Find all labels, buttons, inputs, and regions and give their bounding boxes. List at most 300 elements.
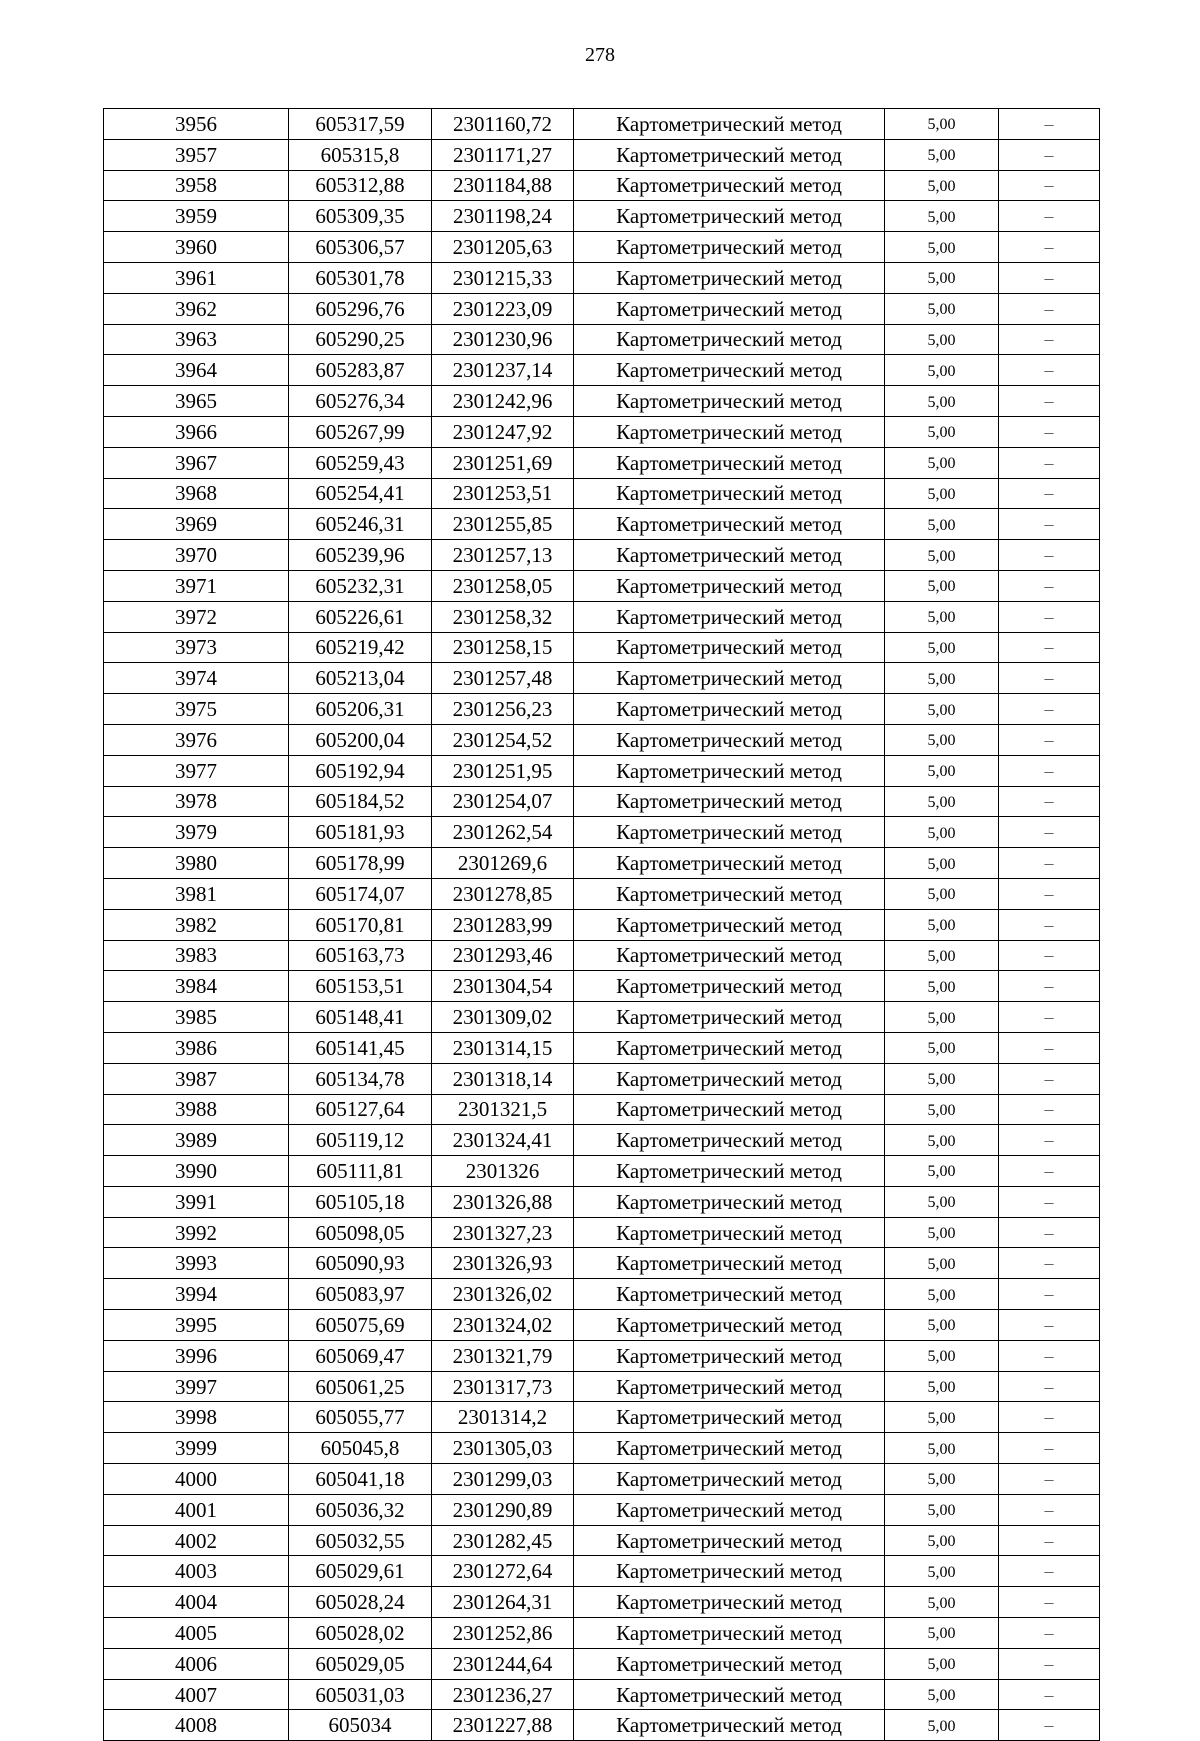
point-number-cell: 3974 [104, 663, 289, 694]
y-coordinate-cell: 2301256,23 [432, 694, 574, 725]
table-row [104, 1125, 1100, 1156]
note-cell: – [999, 1710, 1100, 1741]
table-row [104, 786, 1100, 817]
table-row [104, 755, 1100, 786]
method-cell: Картометрический метод [574, 1402, 885, 1433]
x-coordinate-cell: 605075,69 [289, 1310, 432, 1341]
y-coordinate-cell: 2301269,6 [432, 848, 574, 879]
note-cell: – [999, 817, 1100, 848]
point-number-cell: 3959 [104, 201, 289, 232]
method-cell: Картометрический метод [574, 1556, 885, 1587]
table-row [104, 447, 1100, 478]
point-number-cell: 3957 [104, 139, 289, 170]
x-coordinate-cell: 605290,25 [289, 324, 432, 355]
y-coordinate-cell: 2301255,85 [432, 509, 574, 540]
table-row [104, 139, 1100, 170]
table-row [104, 1618, 1100, 1649]
accuracy-cell: 5,00 [885, 1310, 999, 1341]
accuracy-cell: 5,00 [885, 1402, 999, 1433]
table-row [104, 324, 1100, 355]
table-row [104, 1494, 1100, 1525]
table-row [104, 1710, 1100, 1741]
method-cell: Картометрический метод [574, 1464, 885, 1495]
method-cell: Картометрический метод [574, 1679, 885, 1710]
accuracy-cell: 5,00 [885, 1710, 999, 1741]
note-cell: – [999, 1433, 1100, 1464]
accuracy-cell: 5,00 [885, 1494, 999, 1525]
method-cell: Картометрический метод [574, 1648, 885, 1679]
point-number-cell: 3994 [104, 1279, 289, 1310]
note-cell: – [999, 1186, 1100, 1217]
y-coordinate-cell: 2301309,02 [432, 1002, 574, 1033]
point-number-cell: 3963 [104, 324, 289, 355]
accuracy-cell: 5,00 [885, 1340, 999, 1371]
accuracy-cell: 5,00 [885, 1679, 999, 1710]
x-coordinate-cell: 605134,78 [289, 1063, 432, 1094]
table-row [104, 1556, 1100, 1587]
point-number-cell: 4004 [104, 1587, 289, 1618]
point-number-cell: 4005 [104, 1618, 289, 1649]
accuracy-cell: 5,00 [885, 1525, 999, 1556]
accuracy-cell: 5,00 [885, 386, 999, 417]
note-cell: – [999, 848, 1100, 879]
method-cell: Картометрический метод [574, 663, 885, 694]
accuracy-cell: 5,00 [885, 817, 999, 848]
y-coordinate-cell: 2301272,64 [432, 1556, 574, 1587]
accuracy-cell: 5,00 [885, 324, 999, 355]
method-cell: Картометрический метод [574, 1217, 885, 1248]
note-cell: – [999, 201, 1100, 232]
y-coordinate-cell: 2301254,07 [432, 786, 574, 817]
table-row [104, 632, 1100, 663]
x-coordinate-cell: 605090,93 [289, 1248, 432, 1279]
accuracy-cell: 5,00 [885, 447, 999, 478]
point-number-cell: 3983 [104, 940, 289, 971]
y-coordinate-cell: 2301251,95 [432, 755, 574, 786]
table-row [104, 201, 1100, 232]
table-row [104, 1371, 1100, 1402]
note-cell: – [999, 293, 1100, 324]
note-cell: – [999, 355, 1100, 386]
x-coordinate-cell: 605170,81 [289, 909, 432, 940]
y-coordinate-cell: 2301317,73 [432, 1371, 574, 1402]
note-cell: – [999, 1618, 1100, 1649]
point-number-cell: 3956 [104, 109, 289, 140]
accuracy-cell: 5,00 [885, 262, 999, 293]
accuracy-cell: 5,00 [885, 971, 999, 1002]
method-cell: Картометрический метод [574, 170, 885, 201]
note-cell: – [999, 478, 1100, 509]
point-number-cell: 4000 [104, 1464, 289, 1495]
y-coordinate-cell: 2301258,15 [432, 632, 574, 663]
method-cell: Картометрический метод [574, 324, 885, 355]
table-row [104, 848, 1100, 879]
table-row [104, 540, 1100, 571]
y-coordinate-cell: 2301227,88 [432, 1710, 574, 1741]
y-coordinate-cell: 2301304,54 [432, 971, 574, 1002]
y-coordinate-cell: 2301230,96 [432, 324, 574, 355]
note-cell: – [999, 139, 1100, 170]
note-cell: – [999, 1248, 1100, 1279]
note-cell: – [999, 632, 1100, 663]
y-coordinate-cell: 2301321,79 [432, 1340, 574, 1371]
point-number-cell: 3977 [104, 755, 289, 786]
note-cell: – [999, 447, 1100, 478]
y-coordinate-cell: 2301314,15 [432, 1032, 574, 1063]
accuracy-cell: 5,00 [885, 724, 999, 755]
y-coordinate-cell: 2301262,54 [432, 817, 574, 848]
note-cell: – [999, 540, 1100, 571]
point-number-cell: 3995 [104, 1310, 289, 1341]
note-cell: – [999, 601, 1100, 632]
x-coordinate-cell: 605061,25 [289, 1371, 432, 1402]
x-coordinate-cell: 605254,41 [289, 478, 432, 509]
y-coordinate-cell: 2301321,5 [432, 1094, 574, 1125]
y-coordinate-cell: 2301314,2 [432, 1402, 574, 1433]
method-cell: Картометрический метод [574, 848, 885, 879]
accuracy-cell: 5,00 [885, 694, 999, 725]
note-cell: – [999, 1125, 1100, 1156]
x-coordinate-cell: 605213,04 [289, 663, 432, 694]
note-cell: – [999, 1464, 1100, 1495]
note-cell: – [999, 1217, 1100, 1248]
x-coordinate-cell: 605181,93 [289, 817, 432, 848]
note-cell: – [999, 1556, 1100, 1587]
method-cell: Картометрический метод [574, 786, 885, 817]
table-row [104, 1648, 1100, 1679]
x-coordinate-cell: 605301,78 [289, 262, 432, 293]
x-coordinate-cell: 605028,02 [289, 1618, 432, 1649]
table-row [104, 1525, 1100, 1556]
method-cell: Картометрический метод [574, 509, 885, 540]
note-cell: – [999, 1679, 1100, 1710]
table-row [104, 1587, 1100, 1618]
accuracy-cell: 5,00 [885, 632, 999, 663]
point-number-cell: 3996 [104, 1340, 289, 1371]
x-coordinate-cell: 605031,03 [289, 1679, 432, 1710]
note-cell: – [999, 786, 1100, 817]
note-cell: – [999, 1648, 1100, 1679]
accuracy-cell: 5,00 [885, 416, 999, 447]
x-coordinate-cell: 605315,8 [289, 139, 432, 170]
point-number-cell: 3988 [104, 1094, 289, 1125]
method-cell: Картометрический метод [574, 1494, 885, 1525]
point-number-cell: 3967 [104, 447, 289, 478]
method-cell: Картометрический метод [574, 724, 885, 755]
y-coordinate-cell: 2301251,69 [432, 447, 574, 478]
point-number-cell: 3993 [104, 1248, 289, 1279]
note-cell: – [999, 1279, 1100, 1310]
point-number-cell: 4002 [104, 1525, 289, 1556]
table-row [104, 109, 1100, 140]
note-cell: – [999, 416, 1100, 447]
point-number-cell: 3969 [104, 509, 289, 540]
table-row [104, 293, 1100, 324]
accuracy-cell: 5,00 [885, 1248, 999, 1279]
point-number-cell: 3972 [104, 601, 289, 632]
method-cell: Картометрический метод [574, 601, 885, 632]
x-coordinate-cell: 605127,64 [289, 1094, 432, 1125]
x-coordinate-cell: 605148,41 [289, 1002, 432, 1033]
method-cell: Картометрический метод [574, 817, 885, 848]
y-coordinate-cell: 2301264,31 [432, 1587, 574, 1618]
note-cell: – [999, 663, 1100, 694]
y-coordinate-cell: 2301326,93 [432, 1248, 574, 1279]
table-row [104, 1464, 1100, 1495]
x-coordinate-cell: 605036,32 [289, 1494, 432, 1525]
y-coordinate-cell: 2301160,72 [432, 109, 574, 140]
accuracy-cell: 5,00 [885, 293, 999, 324]
point-number-cell: 3989 [104, 1125, 289, 1156]
table-row [104, 570, 1100, 601]
x-coordinate-cell: 605276,34 [289, 386, 432, 417]
table-row [104, 878, 1100, 909]
y-coordinate-cell: 2301223,09 [432, 293, 574, 324]
table-row [104, 232, 1100, 263]
point-number-cell: 3965 [104, 386, 289, 417]
method-cell: Картометрический метод [574, 355, 885, 386]
note-cell: – [999, 1310, 1100, 1341]
method-cell: Картометрический метод [574, 694, 885, 725]
x-coordinate-cell: 605141,45 [289, 1032, 432, 1063]
method-cell: Картометрический метод [574, 386, 885, 417]
note-cell: – [999, 1525, 1100, 1556]
method-cell: Картометрический метод [574, 232, 885, 263]
point-number-cell: 3987 [104, 1063, 289, 1094]
point-number-cell: 3986 [104, 1032, 289, 1063]
point-number-cell: 3992 [104, 1217, 289, 1248]
page-number: 278 [585, 44, 615, 66]
accuracy-cell: 5,00 [885, 878, 999, 909]
accuracy-cell: 5,00 [885, 1156, 999, 1187]
accuracy-cell: 5,00 [885, 201, 999, 232]
accuracy-cell: 5,00 [885, 786, 999, 817]
table-row [104, 694, 1100, 725]
x-coordinate-cell: 605174,07 [289, 878, 432, 909]
point-number-cell: 4006 [104, 1648, 289, 1679]
note-cell: – [999, 509, 1100, 540]
y-coordinate-cell: 2301293,46 [432, 940, 574, 971]
y-coordinate-cell: 2301324,41 [432, 1125, 574, 1156]
note-cell: – [999, 1063, 1100, 1094]
table-row [104, 909, 1100, 940]
x-coordinate-cell: 605312,88 [289, 170, 432, 201]
note-cell: – [999, 724, 1100, 755]
method-cell: Картометрический метод [574, 755, 885, 786]
accuracy-cell: 5,00 [885, 1002, 999, 1033]
x-coordinate-cell: 605296,76 [289, 293, 432, 324]
method-cell: Картометрический метод [574, 1248, 885, 1279]
table-row [104, 1217, 1100, 1248]
point-number-cell: 3961 [104, 262, 289, 293]
method-cell: Картометрический метод [574, 1310, 885, 1341]
accuracy-cell: 5,00 [885, 1648, 999, 1679]
table-row [104, 509, 1100, 540]
method-cell: Картометрический метод [574, 1710, 885, 1741]
point-number-cell: 3975 [104, 694, 289, 725]
y-coordinate-cell: 2301283,99 [432, 909, 574, 940]
point-number-cell: 3981 [104, 878, 289, 909]
note-cell: – [999, 909, 1100, 940]
accuracy-cell: 5,00 [885, 509, 999, 540]
method-cell: Картометрический метод [574, 1125, 885, 1156]
point-number-cell: 4007 [104, 1679, 289, 1710]
point-number-cell: 3962 [104, 293, 289, 324]
x-coordinate-cell: 605032,55 [289, 1525, 432, 1556]
point-number-cell: 3999 [104, 1433, 289, 1464]
x-coordinate-cell: 605267,99 [289, 416, 432, 447]
point-number-cell: 4003 [104, 1556, 289, 1587]
x-coordinate-cell: 605206,31 [289, 694, 432, 725]
x-coordinate-cell: 605200,04 [289, 724, 432, 755]
note-cell: – [999, 1371, 1100, 1402]
accuracy-cell: 5,00 [885, 1032, 999, 1063]
method-cell: Картометрический метод [574, 262, 885, 293]
table-row [104, 386, 1100, 417]
point-number-cell: 3973 [104, 632, 289, 663]
accuracy-cell: 5,00 [885, 1556, 999, 1587]
x-coordinate-cell: 605259,43 [289, 447, 432, 478]
y-coordinate-cell: 2301278,85 [432, 878, 574, 909]
note-cell: – [999, 1340, 1100, 1371]
x-coordinate-cell: 605283,87 [289, 355, 432, 386]
table-row [104, 1279, 1100, 1310]
accuracy-cell: 5,00 [885, 940, 999, 971]
table-row [104, 478, 1100, 509]
x-coordinate-cell: 605239,96 [289, 540, 432, 571]
note-cell: – [999, 324, 1100, 355]
y-coordinate-cell: 2301305,03 [432, 1433, 574, 1464]
table-row [104, 1002, 1100, 1033]
accuracy-cell: 5,00 [885, 355, 999, 386]
accuracy-cell: 5,00 [885, 663, 999, 694]
x-coordinate-cell: 605317,59 [289, 109, 432, 140]
table-row [104, 1156, 1100, 1187]
x-coordinate-cell: 605178,99 [289, 848, 432, 879]
table-row [104, 1402, 1100, 1433]
point-number-cell: 3976 [104, 724, 289, 755]
y-coordinate-cell: 2301318,14 [432, 1063, 574, 1094]
x-coordinate-cell: 605246,31 [289, 509, 432, 540]
accuracy-cell: 5,00 [885, 1618, 999, 1649]
method-cell: Картометрический метод [574, 1063, 885, 1094]
y-coordinate-cell: 2301326,88 [432, 1186, 574, 1217]
y-coordinate-cell: 2301257,13 [432, 540, 574, 571]
table-row [104, 170, 1100, 201]
note-cell: – [999, 940, 1100, 971]
y-coordinate-cell: 2301205,63 [432, 232, 574, 263]
point-number-cell: 3982 [104, 909, 289, 940]
table-row [104, 663, 1100, 694]
method-cell: Картометрический метод [574, 909, 885, 940]
y-coordinate-cell: 2301237,14 [432, 355, 574, 386]
y-coordinate-cell: 2301171,27 [432, 139, 574, 170]
x-coordinate-cell: 605029,05 [289, 1648, 432, 1679]
y-coordinate-cell: 2301215,33 [432, 262, 574, 293]
y-coordinate-cell: 2301326 [432, 1156, 574, 1187]
accuracy-cell: 5,00 [885, 1371, 999, 1402]
method-cell: Картометрический метод [574, 1094, 885, 1125]
table-row [104, 1310, 1100, 1341]
method-cell: Картометрический метод [574, 540, 885, 571]
y-coordinate-cell: 2301258,32 [432, 601, 574, 632]
accuracy-cell: 5,00 [885, 755, 999, 786]
point-number-cell: 3980 [104, 848, 289, 879]
table-row [104, 355, 1100, 386]
method-cell: Картометрический метод [574, 1587, 885, 1618]
y-coordinate-cell: 2301244,64 [432, 1648, 574, 1679]
point-number-cell: 3997 [104, 1371, 289, 1402]
table-row [104, 1433, 1100, 1464]
note-cell: – [999, 1094, 1100, 1125]
x-coordinate-cell: 605226,61 [289, 601, 432, 632]
x-coordinate-cell: 605232,31 [289, 570, 432, 601]
y-coordinate-cell: 2301254,52 [432, 724, 574, 755]
coordinates-table-body [104, 109, 1100, 1741]
x-coordinate-cell: 605055,77 [289, 1402, 432, 1433]
table-row [104, 940, 1100, 971]
table-row [104, 1063, 1100, 1094]
note-cell: – [999, 570, 1100, 601]
x-coordinate-cell: 605306,57 [289, 232, 432, 263]
accuracy-cell: 5,00 [885, 1587, 999, 1618]
method-cell: Картометрический метод [574, 1186, 885, 1217]
method-cell: Картометрический метод [574, 1618, 885, 1649]
accuracy-cell: 5,00 [885, 109, 999, 140]
y-coordinate-cell: 2301198,24 [432, 201, 574, 232]
y-coordinate-cell: 2301252,86 [432, 1618, 574, 1649]
point-number-cell: 3984 [104, 971, 289, 1002]
accuracy-cell: 5,00 [885, 1125, 999, 1156]
x-coordinate-cell: 605029,61 [289, 1556, 432, 1587]
method-cell: Картометрический метод [574, 416, 885, 447]
x-coordinate-cell: 605119,12 [289, 1125, 432, 1156]
note-cell: – [999, 694, 1100, 725]
note-cell: – [999, 109, 1100, 140]
x-coordinate-cell: 605163,73 [289, 940, 432, 971]
y-coordinate-cell: 2301258,05 [432, 570, 574, 601]
y-coordinate-cell: 2301327,23 [432, 1217, 574, 1248]
x-coordinate-cell: 605045,8 [289, 1433, 432, 1464]
x-coordinate-cell: 605153,51 [289, 971, 432, 1002]
point-number-cell: 3985 [104, 1002, 289, 1033]
point-number-cell: 3970 [104, 540, 289, 571]
x-coordinate-cell: 605219,42 [289, 632, 432, 663]
method-cell: Картометрический метод [574, 632, 885, 663]
point-number-cell: 3978 [104, 786, 289, 817]
y-coordinate-cell: 2301247,92 [432, 416, 574, 447]
method-cell: Картометрический метод [574, 1340, 885, 1371]
x-coordinate-cell: 605083,97 [289, 1279, 432, 1310]
accuracy-cell: 5,00 [885, 1433, 999, 1464]
method-cell: Картометрический метод [574, 1279, 885, 1310]
point-number-cell: 3958 [104, 170, 289, 201]
note-cell: – [999, 386, 1100, 417]
point-number-cell: 3979 [104, 817, 289, 848]
table-row [104, 1032, 1100, 1063]
method-cell: Картометрический метод [574, 1002, 885, 1033]
note-cell: – [999, 1156, 1100, 1187]
x-coordinate-cell: 605069,47 [289, 1340, 432, 1371]
method-cell: Картометрический метод [574, 1371, 885, 1402]
y-coordinate-cell: 2301236,27 [432, 1679, 574, 1710]
x-coordinate-cell: 605192,94 [289, 755, 432, 786]
method-cell: Картометрический метод [574, 1525, 885, 1556]
method-cell: Картометрический метод [574, 878, 885, 909]
x-coordinate-cell: 605041,18 [289, 1464, 432, 1495]
y-coordinate-cell: 2301253,51 [432, 478, 574, 509]
table-row [104, 1094, 1100, 1125]
